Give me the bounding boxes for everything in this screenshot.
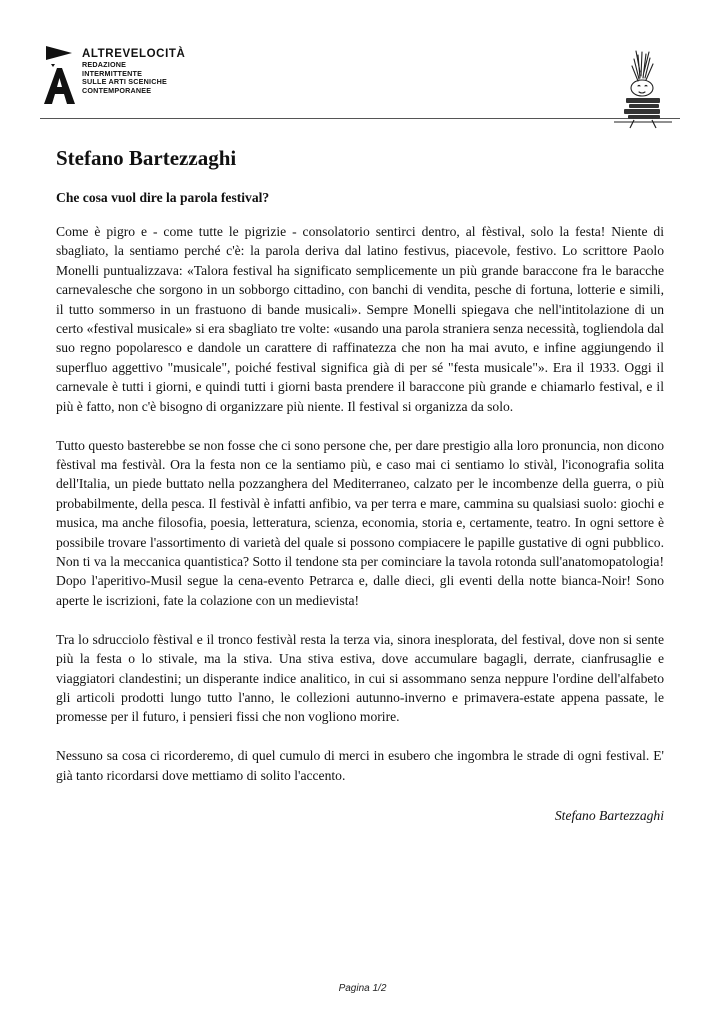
article-body bbox=[56, 222, 664, 805]
logo-line: INTERMITTENTE bbox=[82, 68, 143, 78]
logo-line: REDAZIONE bbox=[82, 60, 127, 69]
body-paragraph: Come è pigro e - come tutte le pigrizie - consolatorio sentirci dentro, al fèstival, solo la festa! Niente di sbagliato, la sentiamo perché c'è: la parola deriva dal latino festivus, piacevole, festivo. Lo scrittore Paolo Monelli puntualizzava: «Talora festival ha significato semplicemente un più grande baraccone fra le baracche carnevalesche che sorgono in un sobborgo cittadino, con banchi di vendita, pesche di fortuna, lotterie e simili, il tutto sommerso in un frastuono di bande musicali». Sempre Monelli spiegava che nell'intitolazione di un certo «festival musicale» si era sbagliato tre volte: «usando una parola straniera senza necessità, togliendola dal suo regno popolaresco e dandole un carattere di raffinatezza che non ha mai avuto, e infine aggiungendo il superfluo aggettivo "musicale", poiché festival significa già di per sé "festa musicale"». Era il 1933. Oggi il carnevale è tutti i giorni, e quindi tutti i giorni basta prendere il baraccone più grande e chiamarlo festival, e il più è fatto, non c'è bisogno di organizzare più niente. Il festival si organizza da solo. bbox=[56, 224, 664, 414]
header-divider bbox=[40, 118, 680, 119]
logo-line: CONTEMPORANEE bbox=[82, 85, 152, 95]
body-paragraph: Tra lo sdrucciolo fèstival e il tronco festivàl resta la terza via, sinora inesplorata, del festival, dove non si sente più la festa o lo stivale, ma la stiva. Una stiva estiva, dove accumulare bagagli, derrate, cianfrusaglie e viaggiatori clandestini; un disperante indice analitico, in cui si assommano senza neppure l'ordine dell'alfabeto gli articoli prodotti lungo tutto l'anno, le collezioni autunno-inverno e primavera-estate appena passate, le promesse per il futuro, i pensieri fissi che non vogliono morire. bbox=[56, 631, 664, 725]
stacked-books-illustration-icon bbox=[612, 48, 674, 130]
logo-line: SULLE ARTI SCENICHE bbox=[82, 77, 167, 87]
logo-title: ALTREVELOCITÀ bbox=[82, 48, 186, 60]
page-header bbox=[40, 40, 680, 118]
article-question: Che cosa vuol dire la parola festival? bbox=[56, 190, 270, 205]
altrevelocita-logo-icon bbox=[42, 44, 76, 106]
body-paragraph: Nessuno sa cosa ci ricorderemo, di quel cumulo di merci in esubero che ingombra le strade di ogni festival. E' già tanto ricordarsi dove mettiamo di solito l'accento. bbox=[56, 748, 664, 783]
page-number: Pagina 1/2 bbox=[338, 983, 387, 994]
logo-wordmark bbox=[82, 48, 185, 95]
article-author-heading: Stefano Bartezzaghi bbox=[56, 146, 237, 170]
article-signature: Stefano Bartezzaghi bbox=[554, 808, 664, 823]
body-paragraph: Tutto questo basterebbe se non fosse che ci sono persone che, per dare prestigio alla loro pronuncia, non dicono fèstival ma festivàl. Ora la festa non ce la sentiamo più, e caso mai ci sentiamo lo stivàl, l'iconografia solita dell'Italia, un piede buttato nella pozzanghera del Mediterraneo, calzato per le incombenze della guerra, o più probabilmente, della pesca. Il festivàl è infatti anfibio, va per terra e mare, cammina su qualsiasi suolo: giochi e musica, ma anche filosofia, poesia, letteratura, scienza, economia, storia e, certamente, teatro. In ogni settore è possibile trovare l'assortimento di varietà del quale si possono compiacere le papille gustative di ogni pubblico. Non ti va la meccanica quantistica? Sotto il tendone sta per cominciare la tavola rotonda sull'anatomopatologia! Dopo l'aperitivo-Musil segue la cena-evento Petrarca e, dalle dieci, gli eventi della notte bianca-Noir! Sono aperte le iscrizioni, fate la colazione con un medievista! bbox=[56, 437, 664, 608]
